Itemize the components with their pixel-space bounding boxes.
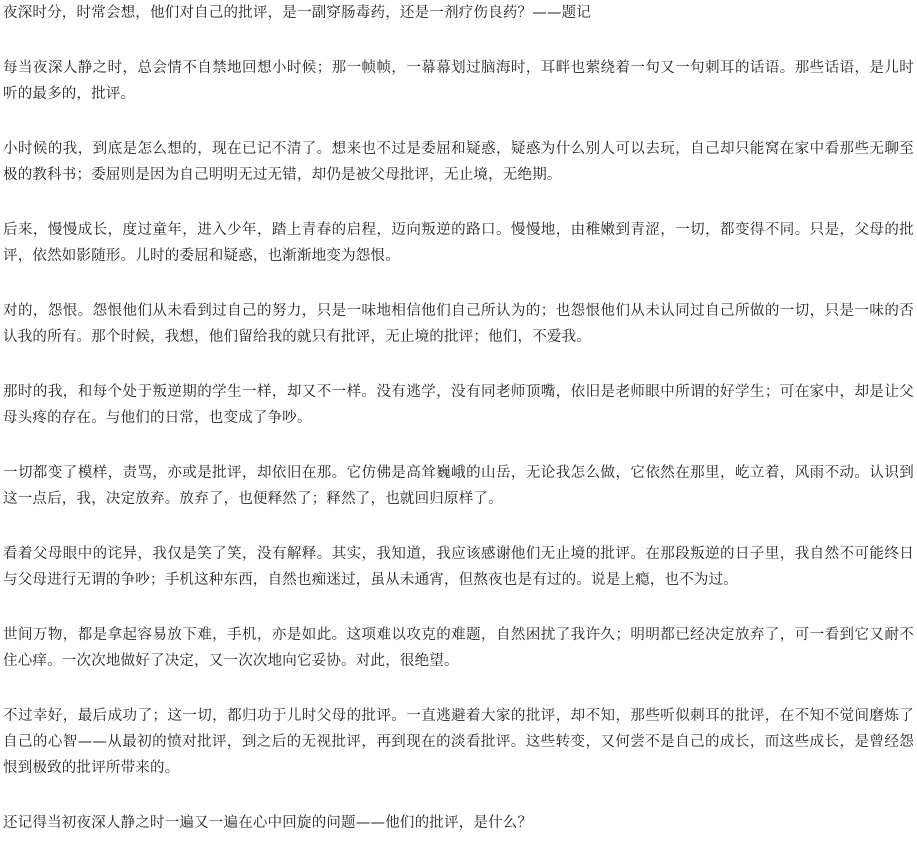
essay-paragraph: 看着父母眼中的诧异，我仅是笑了笑，没有解释。其实，我知道，我应该感谢他们无止境的批评。在那段叛逆的日子里，我自然不可能终日与父母进行无谓的争吵；手机这种东西，自然也痴迷过，虽从未通宵，但熬夜也是有过的。说是上瘾，也不为过。 — [3, 546, 914, 588]
essay-body — [3, 0, 914, 865]
essay-paragraph: 对的，怨恨。怨恨他们从未看到过自己的努力，只是一味地相信他们自己所认为的；也怨恨他们从未认同过自己所做的一切，只是一味的否认我的所有。那个时候，我想，他们留给我的就只有批评，无止境的批评；他们，不爱我。 — [3, 303, 914, 345]
essay-paragraph: 小时候的我，到底是怎么想的，现在已记不清了。想来也不过是委屈和疑惑，疑惑为什么别人可以去玩，自己却只能窝在家中看那些无聊至极的教科书；委屈则是因为自己明明无过无错，却仍是被父母批评，无止境，无绝期。 — [3, 141, 914, 183]
essay-paragraph: 一切都变了模样，责骂，亦或是批评，却依旧在那。它仿佛是高耸巍峨的山岳，无论我怎么做，它依然在那里，屹立着，风雨不动。认识到这一点后，我，决定放弃。放弃了，也便释然了；释然了，也就回归原样了。 — [3, 465, 914, 507]
essay-paragraph: 那时的我，和每个处于叛逆期的学生一样，却又不一样。没有逃学，没有同老师顶嘴，依旧是老师眼中所谓的好学生；可在家中，却是让父母头疼的存在。与他们的日常，也变成了争吵。 — [3, 384, 914, 426]
epigraph-paragraph: 夜深时分，时常会想，他们对自己的批评，是一副穿肠毒药，还是一剂疗伤良药？——题记 — [3, 5, 591, 21]
essay-paragraph: 后来，慢慢成长，度过童年，进入少年，踏上青春的启程，迈向叛逆的路口。慢慢地，由稚嫩到青涩，一切，都变得不同。只是，父母的批评，依然如影随形。儿时的委屈和疑惑，也渐渐地变为怨恨。 — [3, 222, 914, 264]
essay-paragraph: 每当夜深人静之时，总会情不自禁地回想小时候；那一帧帧，一幕幕划过脑海时，耳畔也萦绕着一句又一句刺耳的话语。那些话语，是儿时听的最多的，批评。 — [3, 60, 914, 102]
essay-paragraph: 世间万物，都是拿起容易放下难，手机，亦是如此。这项难以攻克的难题，自然困扰了我许久；明明都已经决定放弃了，可一看到它又耐不住心痒。一次次地做好了决定，又一次次地向它妥协。对此，很绝望。 — [3, 627, 914, 669]
closing-paragraph: 还记得当初夜深人静之时一遍又一遍在心中回旋的问题——他们的批评，是什么？ — [3, 815, 533, 831]
essay-paragraph: 不过幸好，最后成功了；这一切，都归功于儿时父母的批评。一直逃避着大家的批评，却不知，那些听似刺耳的批评，在不知不觉间磨炼了自己的心智——从最初的愤对批评，到之后的无视批评，再到现在的淡看批评。这些转变，又何尝不是自己的成长，而这些成长，是曾经怨恨到极致的批评所带来的。 — [3, 708, 914, 776]
